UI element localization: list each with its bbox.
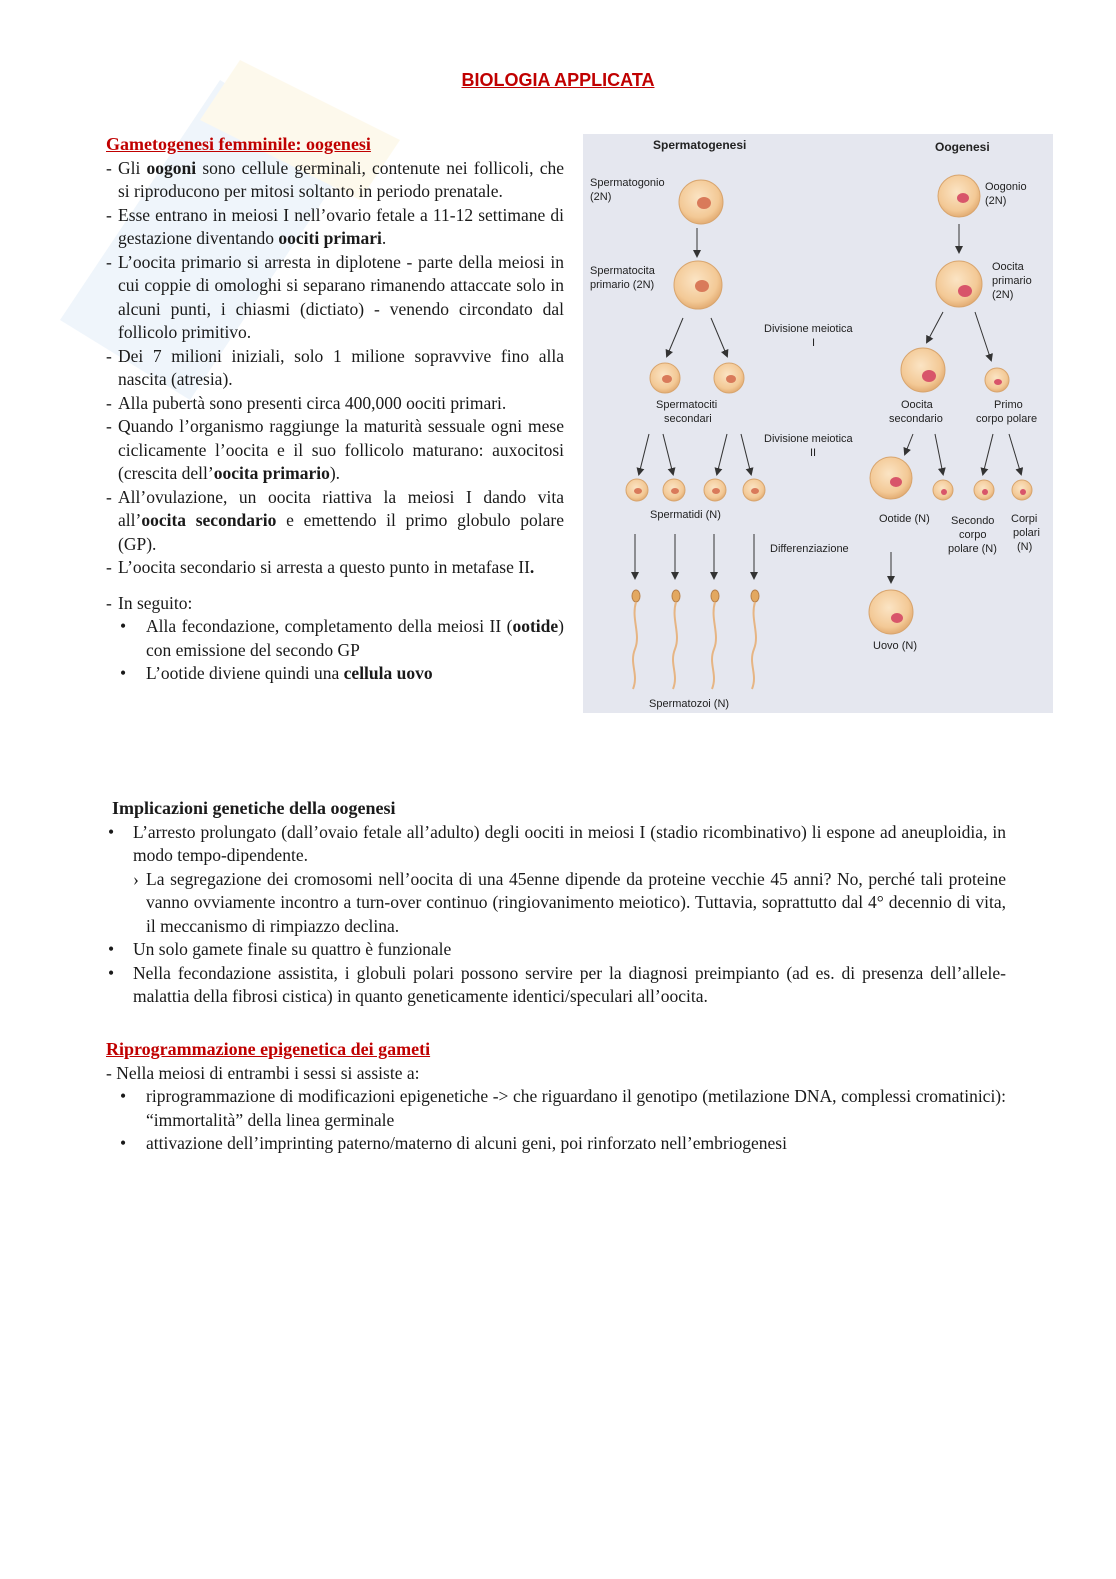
bold-term: ootide [512,616,559,636]
list-item: - L’oocita secondario si arresta a questo punto in metafase II. [106,556,564,580]
label-primo-gp-1: Primo [994,399,1023,411]
primo-corpo-polare-cell [985,368,1009,392]
label-corpi-polari-1: Corpi [1011,513,1038,525]
section-heading: Gametogenesi femminile: oogenesi [106,134,371,154]
list-item: • Un solo gamete finale su quattro è funzionale [106,938,1006,962]
document-title: BIOLOGIA APPLICATA [461,70,655,90]
bold-term: oocita primario [213,463,330,483]
col-header-spermatogenesi: Spermatogenesi [653,138,747,152]
spermatogonio-cell [679,180,723,224]
label-div1-2: I [812,337,816,349]
secondo-corpo-polare-cell [933,480,953,500]
spermatozoo [632,590,640,689]
label-differenziazione: Differenziazione [770,543,849,555]
label-uovo: Uovo (N) [873,640,918,652]
label-div2-2: II [810,447,817,459]
bold-term: oocita secondario [141,510,277,530]
section-implicazioni [106,797,1006,1009]
bold-term: cellula uovo [343,663,433,683]
spermatide-cell [743,479,765,501]
implicazioni-list [106,821,1006,1009]
label-spermatocita-2: primario (2N) [590,279,655,291]
list-item: - L’oocita primario si arresta in diplotene - parte della meiosi in cui coppie di omologhi si separano rimanendo attaccate solo in alcuni punti, i chiasmi (dictiato) - venendo circondato dal follicolo primitivo. [106,251,564,345]
list-item: - Quando l’organismo raggiunge la maturità sessuale ogni mese ciclicamente l’oocita e il suo follicolo maturano: auxocitosi (crescita dell’oocita primario). [106,415,564,486]
section-oogenesi [106,133,564,686]
spermatide-cell [663,479,685,501]
spermatozoo [751,590,759,689]
ootide-cell [870,457,912,499]
label-oocita-secondario-1: Oocita [901,399,933,411]
label-primo-gp-2: corpo polare [976,413,1038,425]
intro-line: - Nella meiosi di entrambi i sessi si assiste a: [106,1062,420,1083]
label-corpi-polari-3: (N) [1017,541,1033,553]
spermatocita-secondario-cell [650,363,680,393]
bold-term: oogoni [146,157,197,178]
oogenesi-list [106,157,564,580]
label-oogonio-1: Oogonio [985,181,1027,193]
list-item: - Dei 7 milioni iniziali, solo 1 milione sopravvive fino alla nascita (atresia). [106,345,564,392]
oogonio-cell [938,175,980,217]
label-spermatidi: Spermatidi (N) [650,509,721,521]
list-item: • riprogrammazione di modificazioni epigenetiche -> che riguardano il genotipo (metilazione DNA, complessi cromatinici): “immortalità” della linea germinale [120,1085,1006,1132]
col-header-oogenesi: Oogenesi [935,140,990,154]
gametogenesis-figure [583,134,1053,713]
label-secondo-gp-2: corpo [959,529,987,541]
bold-term: oociti primari [278,228,382,248]
corpo-polare-cell [1012,480,1032,500]
label-spermatogonio-1: Spermatogonio [590,177,665,189]
section-heading: Riprogrammazione epigenetica dei gameti [106,1039,431,1059]
label-secondo-gp-3: polare (N) [948,543,997,555]
spermatozoo [711,590,719,689]
spermatocita-primario-cell [674,261,722,309]
label-corpi-polari-2: polari [1013,527,1040,539]
list-item: • Nella fecondazione assistita, i globuli polari possono servire per la diagnosi preimpianto (ad es. di presenza dell’allele-malattia della fibrosi cistica) in quanto geneticamente identici/speculari all’oocita. [106,962,1006,1009]
label-spermatociti-2: secondari [664,413,712,425]
spermatocita-secondario-cell [714,363,744,393]
section-heading: Implicazioni genetiche della oogenesi [112,798,396,818]
spermatide-cell [704,479,726,501]
oocita-secondario-cell [901,348,945,392]
list-item: - Gli oogoni sono cellule germinali, contenute nei follicoli, che si riproducono per mitosi soltanto in periodo prenatale. [106,157,564,204]
list-item: - In seguito: [106,592,564,616]
list-item: › La segregazione dei cromosomi nell’oocita di una 45enne dipende da proteine vecchie 45 anni? No, perché tali proteine vanno ovviamente incontro a turn-over continuo (ringiovanimento meiotico). Tuttavia, soprattutto dal 4° decennio di vita, il meccanismo di rimpiazzo declina. [133,868,1006,939]
label-ootide: Ootide (N) [879,513,930,525]
label-oocita-primario-3: (2N) [992,289,1014,301]
seguito-list [106,615,564,686]
uovo-cell [869,590,913,634]
list-item: - Esse entrano in meiosi I nell’ovario fetale a 11-12 settimane di gestazione diventando oociti primari. [106,204,564,251]
label-div1-1: Divisione meiotica [764,323,853,335]
list-item: • L’arresto prolungato (dall’ovaio fetale all’adulto) degli oociti in meiosi I (stadio ricombinativo) li espone ad aneuploidia, in modo tempo-dipendente. › La segregazione dei cromosomi nell’oocita di una 45enne dipende da proteine vecchie 45 anni? No, perché tali proteine vanno ovviamente incontro a turn-over continuo (ringiovanimento meiotico). Tuttavia, soprattutto dal 4° decennio di vita, il meccanismo di rimpiazzo declina. [106,821,1006,939]
label-oocita-secondario-2: secondario [889,413,943,425]
bold-term: . [529,557,535,577]
list-item: - All’ovulazione, un oocita riattiva la meiosi I dando vita all’oocita secondario e emettendo il primo globulo polare (GP). [106,486,564,557]
list-item: • attivazione dell’imprinting paterno/materno di alcuni geni, poi rinforzato nell’embriogenesi [120,1132,1006,1156]
list-item: - Alla pubertà sono presenti circa 400,000 oociti primari. [106,392,564,416]
riprogrammazione-list [106,1085,1006,1156]
spermatozoo [672,590,680,689]
corpo-polare-cell [974,480,994,500]
section-riprogrammazione [106,1038,1006,1156]
label-spermatogonio-2: (2N) [590,191,612,203]
list-item: • Alla fecondazione, completamento della meiosi II (ootide) con emissione del secondo GP [120,615,564,662]
label-spermatociti-1: Spermatociti [656,399,718,411]
spermatide-cell [626,479,648,501]
label-oocita-primario-1: Oocita [992,261,1024,273]
label-spermatocita-1: Spermatocita [590,265,655,277]
list-item: • L’ootide diviene quindi una cellula uovo [120,662,564,686]
label-oogonio-2: (2N) [985,195,1007,207]
label-spermatozoi: Spermatozoi (N) [649,698,730,710]
label-oocita-primario-2: primario [992,275,1032,287]
oocita-primario-cell [936,261,982,307]
label-secondo-gp-1: Secondo [951,515,995,527]
label-div2-1: Divisione meiotica [764,433,853,445]
